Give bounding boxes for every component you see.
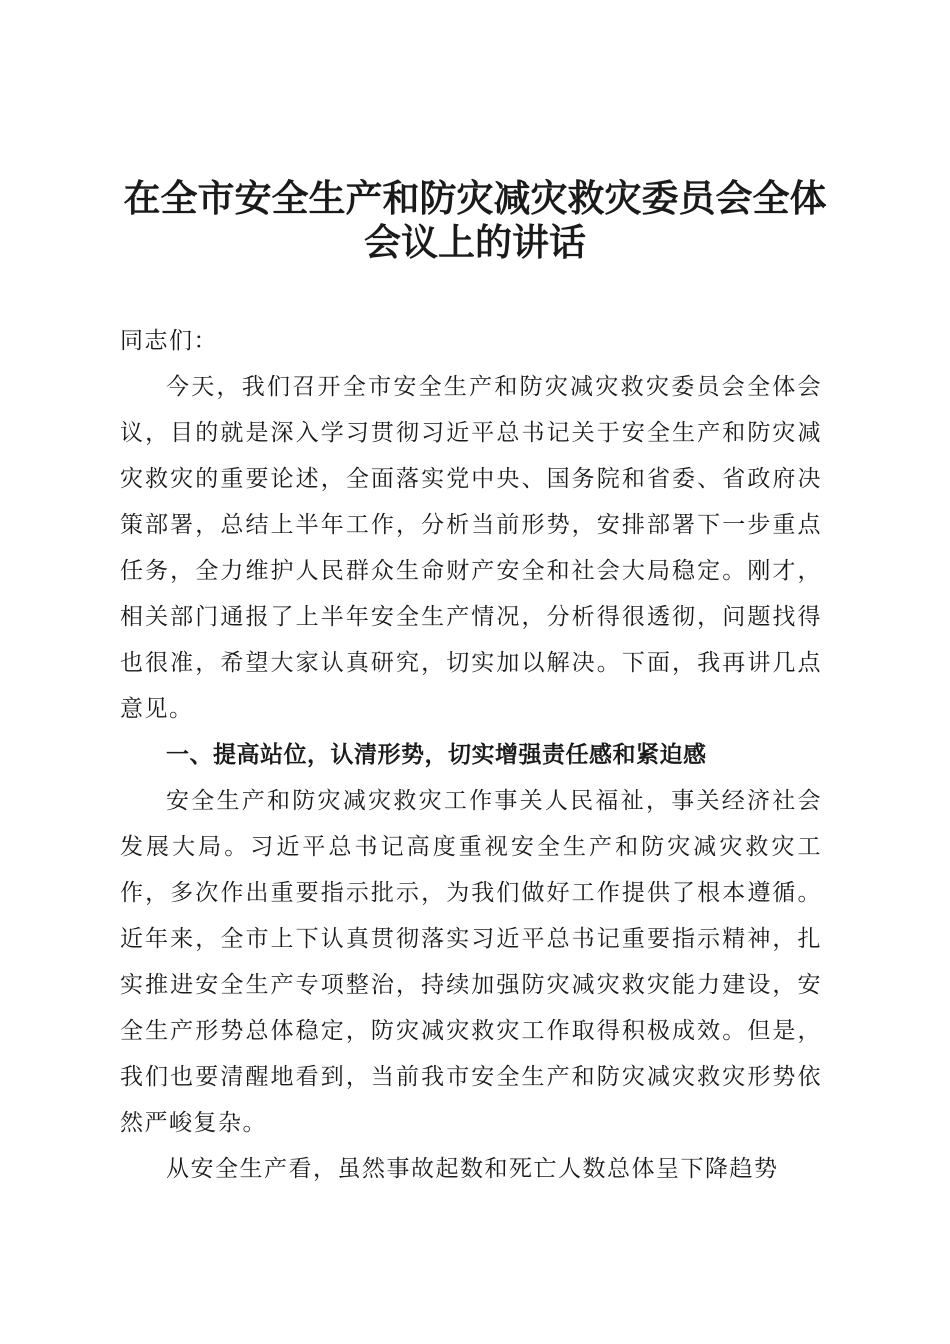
section-1-paragraph-1: 安全生产和防灾减灾救灾工作事关人民福祉，事关经济社会发展大局。习近平总书记高度重视安全生产和防灾减灾救灾工作，多次作出重要指示批示，为我们做好工作提供了根本遵循。近年来，全市上下认真贯彻落实习近平总书记重要指示精神，扎实推进安全生产专项整治，持续加强防灾减灾救灾能力建设，安全生产形势总体稳定，防灾减灾救灾工作取得积极成效。但是，我们也要清醒地看到，当前我市安全生产和防灾减灾救灾形势依然严峻复杂。 bbox=[120, 788, 822, 1136]
salutation: 同志们： bbox=[120, 328, 218, 354]
paragraph-intro: 今天，我们召开全市安全生产和防灾减灾救灾委员会全体会议，目的就是深入学习贯彻习近平总书记关于安全生产和防灾减灾救灾的重要论述，全面落实党中央、国务院和省委、省政府决策部署，总结上半年工作，分析当前形势，安排部署下一步重点任务，全力维护人民群众生命财产安全和社会大局稳定。刚才，相关部门通报了上半年安全生产情况，分析得很透彻，问题找得也很准，希望大家认真研究，切实加以解决。下面，我再讲几点意见。 bbox=[120, 374, 822, 722]
document-title: 在全市安全生产和防灾减灾救灾委员会全体会议上的讲话 bbox=[123, 176, 827, 264]
section-heading-1: 一、提高站位，认清形势，切实增强责任感和紧迫感 bbox=[166, 742, 707, 768]
section-1-paragraph-2: 从安全生产看，虽然事故起数和死亡人数总体呈下降趋势 bbox=[166, 1156, 779, 1182]
document-body bbox=[120, 318, 822, 1192]
